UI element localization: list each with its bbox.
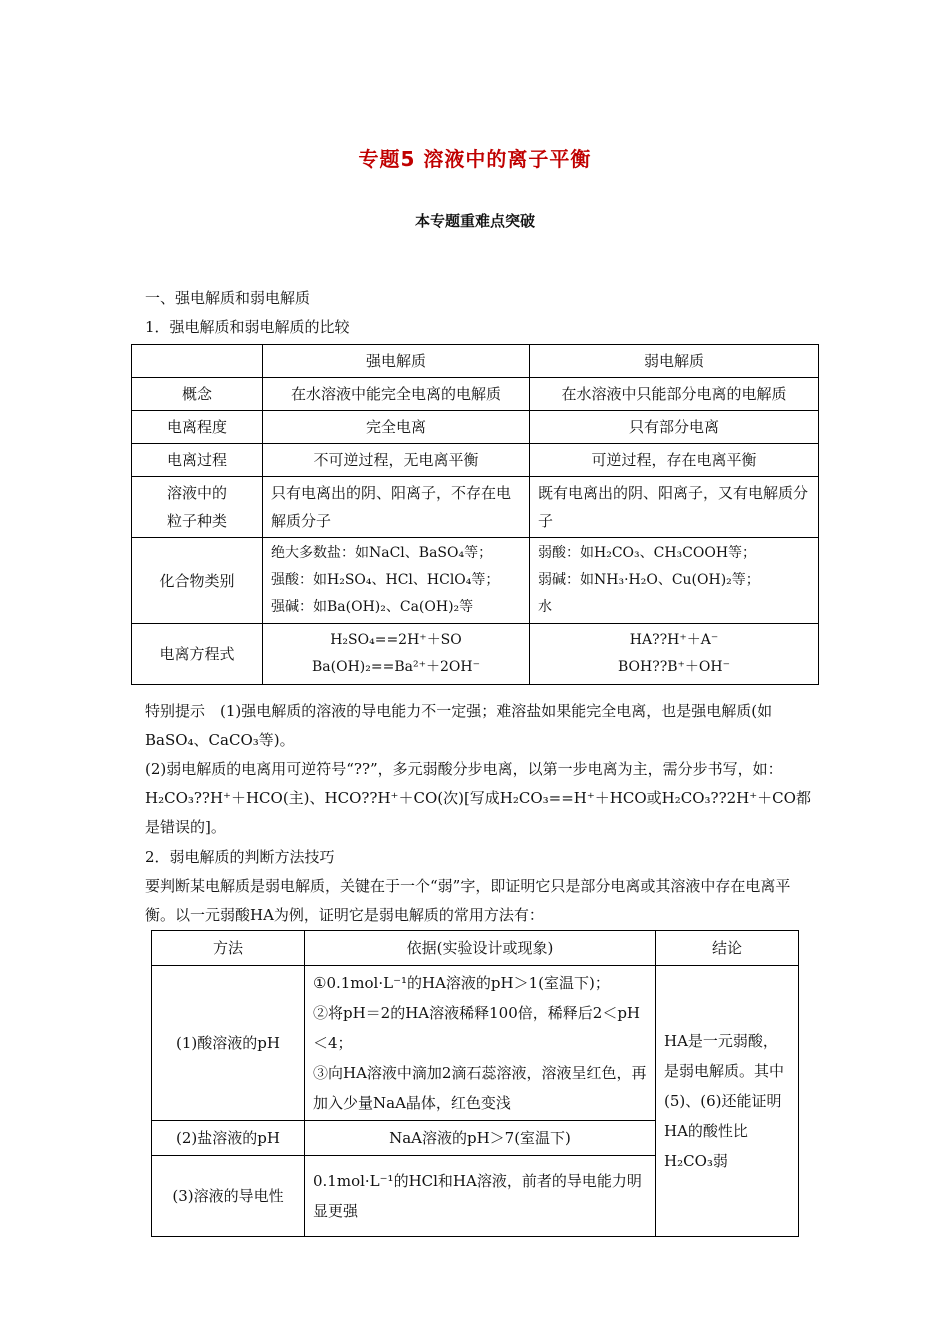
method-cell: (3)溶液的导电性 xyxy=(152,1156,305,1237)
conclusion-cell: HA是一元弱酸，是弱电解质。其中(5)、(6)还能证明HA的酸性比H₂CO₃弱 xyxy=(656,966,799,1237)
subsection-heading-methods: 2．弱电解质的判断方法技巧 xyxy=(145,848,335,866)
row-label: 化合物类别 xyxy=(132,538,263,624)
basis-cell: NaA溶液的pH＞7(室温下) xyxy=(305,1121,656,1156)
equation-line: H₂SO₄==2H⁺＋SO xyxy=(330,632,462,648)
header-cell-conclusion: 结论 xyxy=(656,931,799,966)
header-cell-strong: 强电解质 xyxy=(263,345,530,378)
table-row xyxy=(132,538,819,624)
cell-weak: 既有电离出的阴、阳离子，又有电解质分子 xyxy=(530,477,819,538)
row-label-line: 溶液中的 xyxy=(166,484,227,502)
basis-cell: 0.1mol·L⁻¹的HCl和HA溶液，前者的导电能力明显更强 xyxy=(305,1156,656,1237)
document-title: 专题5 溶液中的离子平衡 xyxy=(358,147,592,171)
cell-weak xyxy=(530,538,819,624)
table-row xyxy=(132,378,819,411)
table-header-row xyxy=(152,931,799,966)
basis-cell xyxy=(305,966,656,1121)
special-tip-1: 特别提示 (1)强电解质的溶液的导电能力不一定强；难溶盐如果能完全电离，也是强电解质(如BaSO₄、CaCO₃等)。 xyxy=(145,702,773,749)
cell-strong: 只有电离出的阴、阳离子，不存在电解质分子 xyxy=(263,477,530,538)
row-label: 电离程度 xyxy=(132,411,263,444)
table-row xyxy=(132,444,819,477)
equation-line: HA??H⁺＋A⁻ xyxy=(629,632,719,648)
cell-line: 强酸：如H₂SO₄、HCl、HClO₄等； xyxy=(271,572,500,588)
cell-strong: 完全电离 xyxy=(263,411,530,444)
document-subtitle: 本专题重难点突破 xyxy=(414,212,535,230)
cell-line: 水 xyxy=(538,599,552,615)
row-label: 概念 xyxy=(132,378,263,411)
header-cell-empty xyxy=(132,345,263,378)
header-cell-method: 方法 xyxy=(152,931,305,966)
cell-line: 弱酸：如H₂CO₃、CH₃COOH等； xyxy=(538,545,757,561)
row-label-particles xyxy=(132,477,263,538)
table-row xyxy=(132,411,819,444)
special-tip-2: (2)弱电解质的电离用可逆符号“??”，多元弱酸分步电离，以第一步电离为主，需分步书写，如：H₂CO₃??H⁺＋HCO(主)、HCO??H⁺＋CO(次)[写成H₂CO₃==H⁺＋HCO或H₂CO₃??2H⁺＋CO都是错误的]。 xyxy=(145,760,811,836)
cell-strong: 在水溶液中能完全电离的电解质 xyxy=(263,378,530,411)
method-cell: (1)酸溶液的pH xyxy=(152,966,305,1121)
cell-strong xyxy=(263,624,530,685)
row-label: 电离方程式 xyxy=(132,624,263,685)
row-label: 电离过程 xyxy=(132,444,263,477)
methods-table xyxy=(151,930,799,1237)
comparison-table xyxy=(131,344,819,685)
cell-weak: 只有部分电离 xyxy=(530,411,819,444)
table-row xyxy=(132,624,819,685)
table-row xyxy=(152,966,799,1121)
equation-line: Ba(OH)₂==Ba²⁺＋2OH⁻ xyxy=(312,659,480,675)
basis-line: ③向HA溶液中滴加2滴石蕊溶液，溶液呈红色，再加入少量NaA晶体，红色变浅 xyxy=(313,1064,647,1112)
cell-weak: 在水溶液中只能部分电离的电解质 xyxy=(530,378,819,411)
table-header-row xyxy=(132,345,819,378)
subsection-heading-comparison: 1．强电解质和弱电解质的比较 xyxy=(145,318,350,336)
table-row xyxy=(132,477,819,538)
cell-strong xyxy=(263,538,530,624)
header-cell-weak: 弱电解质 xyxy=(530,345,819,378)
cell-weak xyxy=(530,624,819,685)
cell-line: 弱碱：如NH₃·H₂O、Cu(OH)₂等； xyxy=(538,572,760,588)
row-label-line: 粒子种类 xyxy=(166,512,227,530)
basis-line: ①0.1mol·L⁻¹的HA溶液的pH＞1(室温下)； xyxy=(313,974,610,992)
intro-paragraph: 要判断某电解质是弱电解质，关键在于一个“弱”字，即证明它只是部分电离或其溶液中存在电离平衡。以一元弱酸HA为例，证明它是弱电解质的常用方法有： xyxy=(145,877,791,924)
equation-line: BOH??B⁺＋OH⁻ xyxy=(618,659,730,675)
section-heading: 一、强电解质和弱电解质 xyxy=(145,289,311,307)
cell-strong: 不可逆过程，无电离平衡 xyxy=(263,444,530,477)
basis-line: ②将pH＝2的HA溶液稀释100倍，稀释后2＜pH＜4； xyxy=(313,1004,640,1052)
method-cell: (2)盐溶液的pH xyxy=(152,1121,305,1156)
cell-weak: 可逆过程，存在电离平衡 xyxy=(530,444,819,477)
header-cell-basis: 依据(实验设计或现象) xyxy=(305,931,656,966)
cell-line: 绝大多数盐：如NaCl、BaSO₄等； xyxy=(271,545,493,561)
cell-line: 强碱：如Ba(OH)₂、Ca(OH)₂等 xyxy=(271,599,474,615)
